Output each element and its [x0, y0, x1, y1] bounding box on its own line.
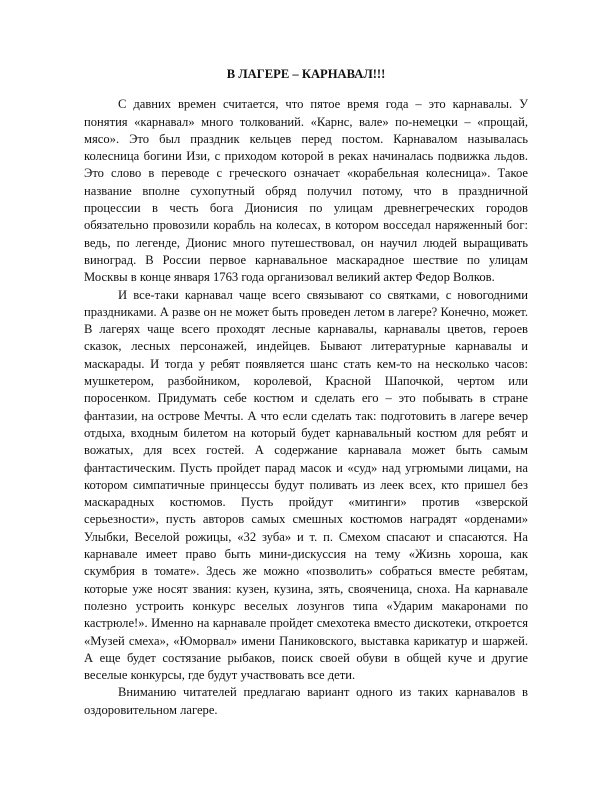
paragraph-summer-carnival: И все-таки карнавал чаще всего связывают со святками, с новогодними праздниками. А разве он не может быть проведен летом в лагере? Конечно, может. В лагерях чаще всего проходят лесные карнавалы, карнавалы цветов, героев сказок, лесных персонажей, индейцев. Бывают литературные карнавалы и маскарады. И тогда у ребят появляется шанс стать кем-то на несколько часов: мушкетером, разбойником, королевой, Красной Шапочкой, чертом или поросенком. Придумать себе костюм и сделать его – это побывать в стране фантазии, на острове Мечты. А что если сделать так: подготовить в лагере вечер отдыха, входным билетом на который будет карнавальный костюм для ребят и вожатых, для всех гостей. А содержание карнавала может быть самым фантастическим. Пусть пройдет парад масок и «суд» над угрюмыми лицами, на котором симпатичные принцессы будут поливать из леек всех, кто пришел без маскарадных костюмов. Пусть пройдут «митинги» против «зверской серьезности», пусть авторов самых смешных костюмов наградят «орденами» Улыбки, Веселой рожицы, «32 зуба» и т. п. Смехом спасают и спасаются. На карнавале имеет право быть мини-дискуссия на тему «Жизнь хороша, как скумбрия в томате». Здесь же можно «позволить» собраться вместе ребятам, которые уже носят звания: кузен, кузина, зять, свояченица, сноха. На карнавале полезно устроить конкурс веселых лозунгов типа «Ударим макаронами по кастрюле!». Именно на карнавале пройдет смехотека вместо дискотеки, откроется «Музей смеха», «Юморвал» имени Паниковского, выставка карикатур и шаржей. А еще будет состязание рыбаков, поиск своей обуви в общей куче и другие веселые конкурсы, где будут участвовать все дети. — [84, 287, 528, 683]
document-title: В ЛАГЕРЕ – КАРНАВАЛ!!! — [226, 67, 386, 81]
paragraph-invitation: Вниманию читателей предлагаю вариант одного из таких карнавалов в оздоровительном лагере. — [84, 685, 528, 717]
paragraph-history: С давних времен считается, что пятое время года – это карнавалы. У понятия «карнавал» много толкований. «Карнс, вале» по-немецки – «прощай, мясо». Это был праздник кельцев перед постом. Карнавалом называлась колесница богини Изи, с приходом которой в реках начиналась подвижка льдов. Это слово в переводе с греческого означает «корабельная колесница». Такое название вполне сухопутный обряд получил потому, что в праздничной процессии в честь бога Дионисия по улицам древнегреческих городов обязательно провозили корабль на колесах, в котором восседал наряженный бог: ведь, по легенде, Дионис много путешествовал, он научил людей выращивать виноград. В России первое карнавальное маскарадное шествие по улицам Москвы в конце января 1763 года организовал великий актер Федор Волков. — [84, 97, 528, 285]
document-page — [84, 66, 528, 719]
